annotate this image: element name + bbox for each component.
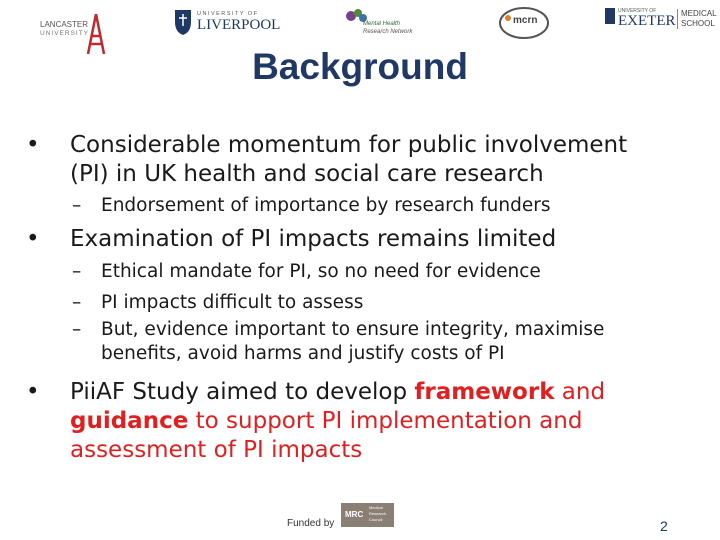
mrc-letters: MRC bbox=[345, 510, 364, 519]
slide-title: Background bbox=[252, 46, 468, 87]
subbullet-2-2 bbox=[72, 287, 364, 318]
exeter-right-2: SCHOOL bbox=[681, 19, 715, 28]
subbullet-2-3 bbox=[72, 318, 605, 366]
bullet-2-line-1: Examination of PI impacts remains limited bbox=[70, 226, 557, 252]
bullet-1-line-2: (PI) in UK health and social care research bbox=[70, 161, 544, 187]
exeter-sub: UNIVERSITY OF bbox=[618, 8, 657, 14]
mrc-sub-3: Council bbox=[369, 517, 383, 522]
bullet-mark: • bbox=[26, 379, 40, 405]
liverpool-name: LIVERPOOL bbox=[197, 17, 281, 33]
funded-by-label: Funded by bbox=[287, 518, 335, 529]
bullet-3-line-2 bbox=[70, 407, 605, 436]
mrc-logo bbox=[341, 503, 394, 531]
liverpool-sub: UNIVERSITY OF bbox=[197, 11, 259, 17]
exeter-divider bbox=[677, 9, 678, 29]
subbullet-2-3-line-2: benefits, avoid harms and justify costs of PI bbox=[101, 343, 505, 364]
mrc-sub-1: Medical bbox=[369, 505, 383, 510]
subbullet-2-1-text: Ethical mandate for PI, so no need for evidence bbox=[101, 261, 541, 282]
dash-mark: – bbox=[72, 261, 82, 282]
bullet-1-line-1: Considerable momentum for public involvement bbox=[70, 132, 628, 158]
mcrn-name: mcrn bbox=[513, 15, 538, 26]
mhrn-logo bbox=[343, 6, 413, 35]
dash-mark: – bbox=[72, 319, 82, 340]
lancaster-name: LANCASTER bbox=[40, 20, 89, 29]
liverpool-logo bbox=[173, 6, 281, 36]
exeter-right-1: MEDICAL bbox=[681, 9, 717, 18]
liverpool-crest-icon bbox=[173, 6, 193, 36]
exeter-crest-icon bbox=[604, 6, 616, 30]
bullet-3-line-3: assessment of PI impacts bbox=[70, 437, 363, 463]
bullet-mark: • bbox=[26, 226, 40, 252]
bullet-3-keyword-framework: framework bbox=[414, 379, 555, 405]
bullet-2 bbox=[26, 225, 557, 254]
bullet-mark: • bbox=[26, 132, 40, 158]
subbullet-2-3-line-1: But, evidence important to ensure integrity, maximise bbox=[101, 319, 605, 340]
lancaster-sub: UNIVERSITY bbox=[40, 30, 90, 37]
dash-mark: – bbox=[72, 195, 82, 216]
page-number: 2 bbox=[660, 518, 668, 534]
subbullet-2-2-text: PI impacts difficult to assess bbox=[101, 292, 364, 313]
subbullet-1-1 bbox=[72, 190, 551, 221]
bullet-3-text-1: PiiAF Study aimed to develop bbox=[70, 379, 415, 405]
exeter-logo bbox=[604, 6, 717, 30]
mhrn-name: Mental Health bbox=[363, 21, 401, 27]
bullet-1 bbox=[26, 131, 628, 189]
dash-mark: – bbox=[72, 292, 82, 313]
bullet-3-text-2: and bbox=[554, 379, 606, 405]
mhrn-sub: Research Network bbox=[363, 29, 413, 35]
mcrn-logo bbox=[498, 6, 550, 40]
bullet-3-text-3: to support PI implementation and bbox=[188, 408, 583, 434]
mrc-sub-2: Research bbox=[369, 511, 387, 516]
bullet-3 bbox=[26, 378, 606, 465]
subbullet-1-1-text: Endorsement of importance by research funders bbox=[101, 195, 551, 216]
subbullet-2-1 bbox=[72, 256, 541, 287]
bullet-3-line-1 bbox=[70, 378, 605, 407]
bullet-3-keyword-guidance: guidance bbox=[70, 408, 189, 434]
exeter-name: EXETER bbox=[618, 13, 676, 29]
